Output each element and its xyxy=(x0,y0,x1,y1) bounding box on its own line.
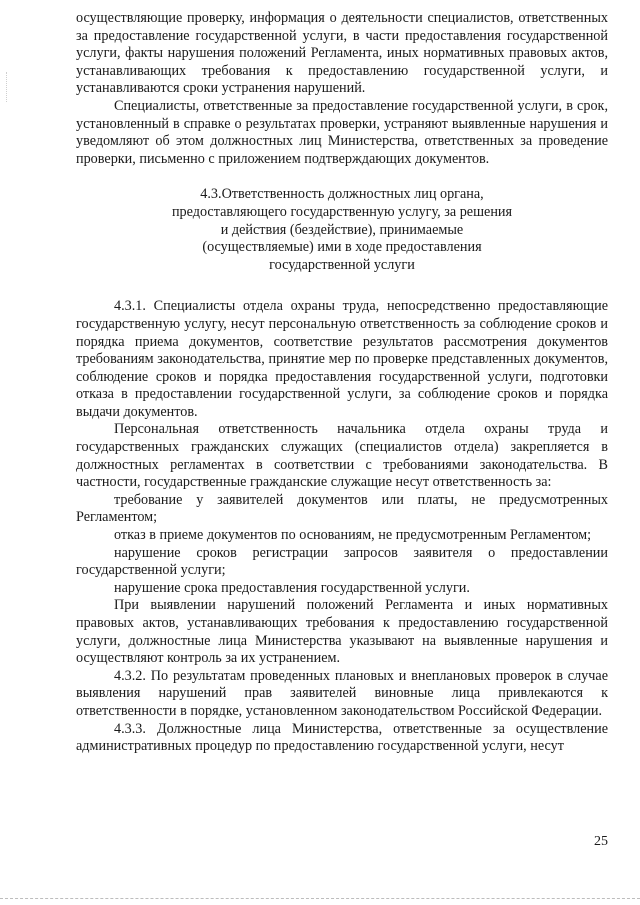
paragraph-4-3-2: 4.3.2. По результатам проведенных плановых и внеплановых проверок в случае выявления нарушений прав заявителей виновные лица привлекаются к ответственности в порядке, установленном законодательством Российской Федерации. xyxy=(76,667,608,719)
list-item: требование у заявителей документов или платы, не предусмотренных Регламентом; xyxy=(76,491,608,526)
heading-line: и действия (бездействие), принимаемые xyxy=(220,221,464,238)
page-number: 25 xyxy=(594,834,608,849)
heading-line: предоставляющего государственную услугу, за решения xyxy=(171,203,513,220)
heading-line: 4.3.Ответственность должностных лиц органа, xyxy=(200,186,484,203)
heading-line: государственной услуги xyxy=(269,256,415,273)
paragraph-4-3-3: 4.3.3. Должностные лица Министерства, ответственные за осуществление административных процедур по предоставлению государственной услуги, несут xyxy=(76,720,608,755)
scan-bottom-edge xyxy=(0,898,640,901)
list-item: нарушение срока предоставления государственной услуги. xyxy=(114,579,470,596)
list-item: нарушение сроков регистрации запросов заявителя о предоставлении государственной услуги; xyxy=(76,544,608,579)
paragraph-personal-responsibility: Персональная ответственность начальника отдела охраны труда и государственных гражданских служащих (специалистов отдела) закрепляется в должностных регламентах в соответствии с требованиями законодательства. В частности, государственные гражданские служащие несут ответственность за: xyxy=(76,421,608,491)
paragraph-violations: При выявлении нарушений положений Регламента и иных нормативных правовых актов, устанавливающих требования к предоставлению государственной услуги, должностные лица Министерства указывают на выявленные нарушения и осуществляют контроль за их устранением. xyxy=(76,597,608,667)
list-item: отказ в приеме документов по основаниям, не предусмотренным Регламентом; xyxy=(114,527,592,544)
section-heading-4-3 xyxy=(76,186,608,274)
paragraph-continuation: осуществляющие проверку, информация о деятельности специалистов, ответственных за предоставление государственной услуги, в части предоставления государственной услуги, факты нарушения положений Регламента, иных нормативных правовых актов, устанавливающих требования к предоставлению государственной услуги, и устанавливаются сроки устранения нарушений. xyxy=(76,10,608,97)
paragraph-specialists: Специалисты, ответственные за предоставление государственной услуги, в срок, установленный в справке о результатах проверки, устраняют выявленные нарушения и уведомляют об этом должностных лиц Министерства, ответственных за проведение проверки, письменно с приложением подтверждающих документов. xyxy=(76,97,608,167)
scan-margin-mark xyxy=(6,72,9,102)
document-page xyxy=(76,10,608,756)
heading-line: (осуществляемые) ими в ходе предоставления xyxy=(202,239,482,256)
paragraph-4-3-1: 4.3.1. Специалисты отдела охраны труда, непосредственно предоставляющие государственную услугу, несут персональную ответственность за соблюдение сроков и порядка приема документов, соответствие результатов рассмотрения документов требованиям законодательства, принятие мер по проверке представленных документов, соблюдение сроков и порядка предоставления государственной услуги, подготовки отказа в предоставлении государственной услуги, за соблюдение сроков и порядка выдачи документов. xyxy=(76,298,608,420)
